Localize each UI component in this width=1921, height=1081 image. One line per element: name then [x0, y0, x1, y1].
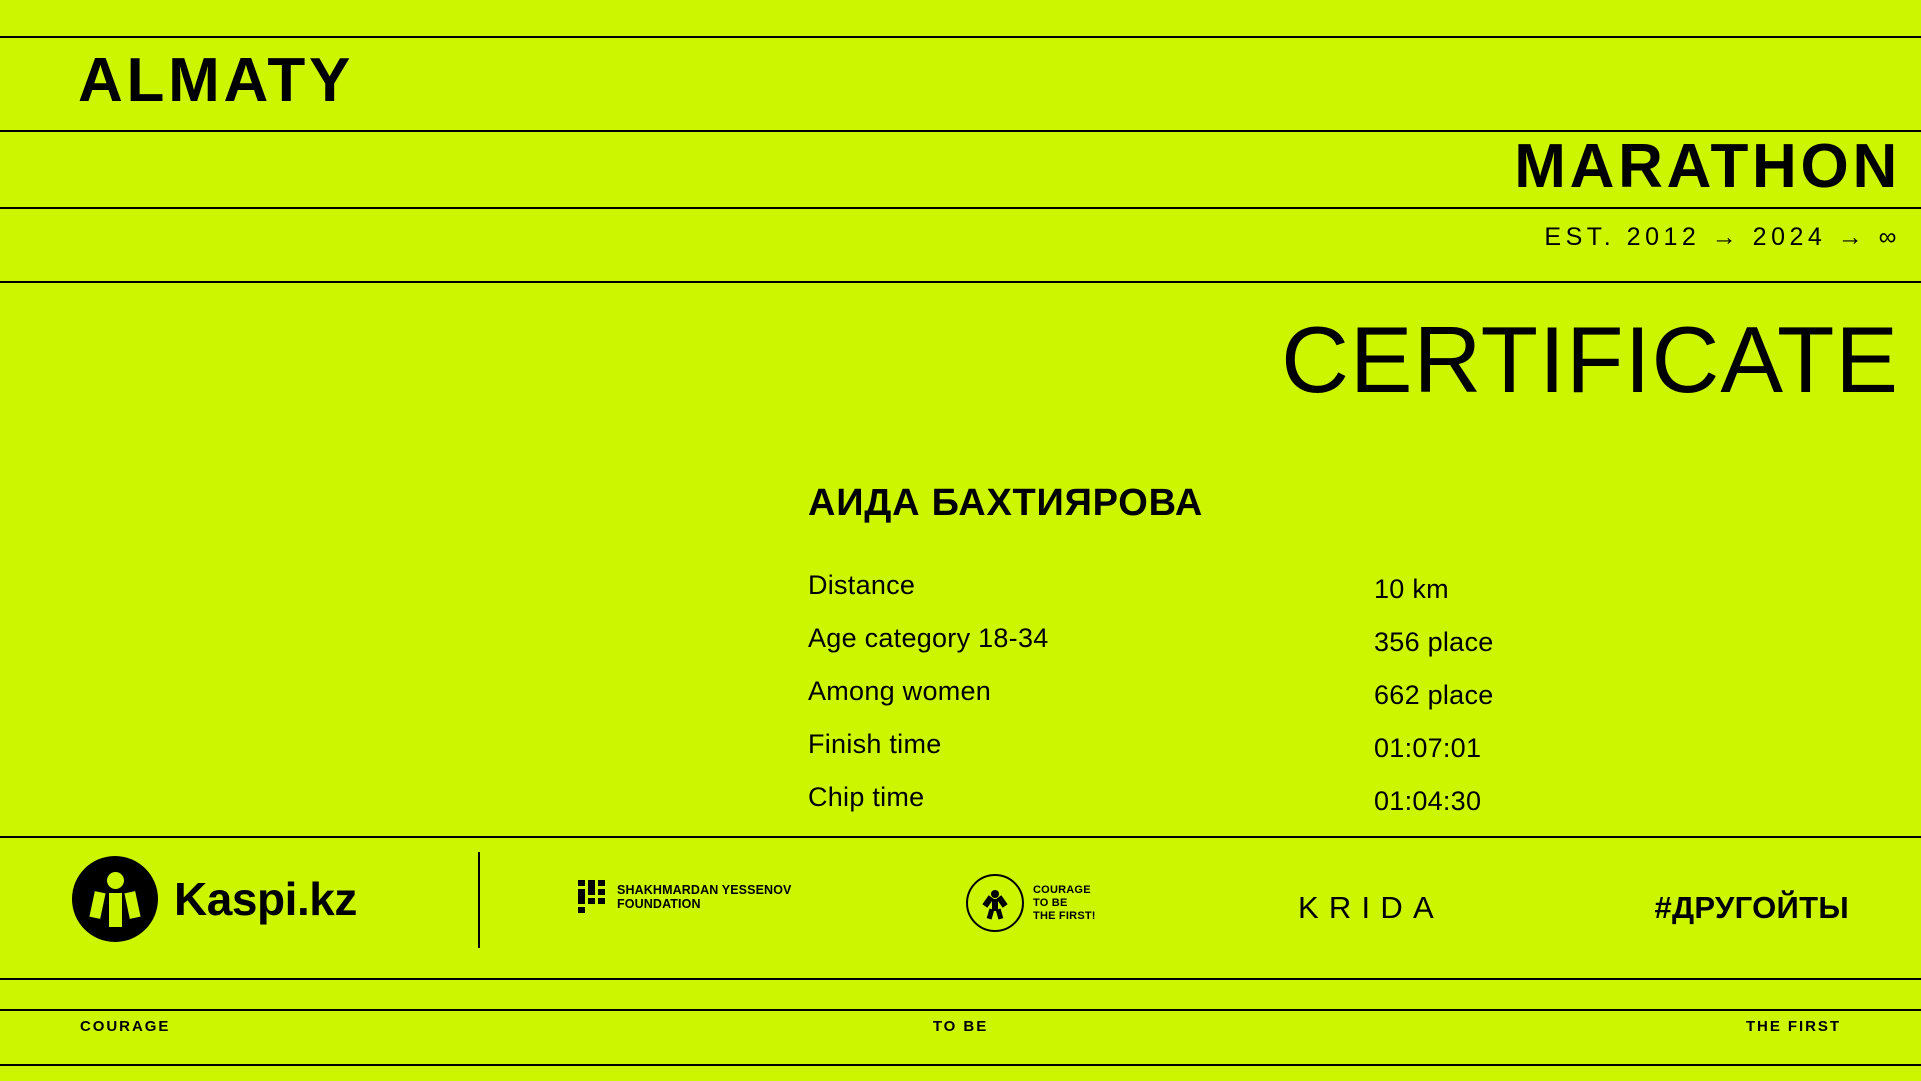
- result-row: [808, 623, 1668, 676]
- result-label: Distance: [808, 570, 916, 600]
- sponsor-divider: [478, 852, 480, 948]
- yessenov-line-1: SHAKHMARDAN YESSENOV: [617, 882, 792, 897]
- yessenov-mark-icon: [578, 880, 605, 913]
- courage-fund-wordmark: [1033, 884, 1096, 923]
- slogan-left: COURAGE: [80, 1018, 171, 1035]
- sponsor-kaspi: [72, 856, 357, 942]
- sponsor-courage-fund: [966, 874, 1096, 932]
- result-row: [808, 729, 1668, 782]
- yessenov-line-2: FOUNDATION: [617, 896, 701, 911]
- courage-fund-icon: [966, 874, 1024, 932]
- results-table: [808, 570, 1668, 835]
- athlete-name: АИДА БАХТИЯРОВА: [808, 482, 1204, 524]
- result-label: Age category 18-34: [808, 623, 1049, 653]
- established-line: EST. 2012 → 2024 → ∞: [1544, 223, 1901, 251]
- sponsor-krida: KRIDA: [1298, 890, 1444, 925]
- divider-line: [0, 978, 1921, 980]
- courage-fund-line-1: COURAGE: [1033, 883, 1091, 896]
- result-value: 01:04:30: [1374, 786, 1482, 816]
- courage-fund-line-2: TO BE: [1033, 896, 1068, 909]
- slogan-right: THE FIRST: [1745, 1018, 1841, 1035]
- divider-line: [0, 36, 1921, 38]
- result-row: [808, 570, 1668, 623]
- yessenov-wordmark: [617, 883, 792, 911]
- footer-slogan: [0, 1018, 1921, 1052]
- divider-line: [0, 281, 1921, 283]
- slogan-center: TO BE: [932, 1018, 989, 1035]
- divider-line: [0, 207, 1921, 209]
- result-value: 01:07:01: [1374, 733, 1482, 763]
- result-label: Among women: [808, 676, 992, 706]
- divider-line: [0, 1064, 1921, 1066]
- kaspi-logo-icon: [72, 856, 158, 942]
- brand-wordmark-marathon: MARATHON: [1514, 132, 1901, 201]
- sponsor-yessenov-foundation: [578, 880, 792, 913]
- sponsor-drugoity-hashtag: #ДРУГОЙТЫ: [1654, 890, 1849, 925]
- page-title: CERTIFICATE: [1281, 307, 1899, 412]
- result-row: [808, 782, 1668, 835]
- result-value: 662 place: [1374, 680, 1494, 710]
- result-value: 356 place: [1374, 627, 1494, 657]
- result-value: 10 km: [1374, 574, 1449, 604]
- result-row: [808, 676, 1668, 729]
- brand-wordmark-almaty: ALMATY: [78, 46, 355, 115]
- result-label: Finish time: [808, 729, 942, 759]
- kaspi-wordmark: Kaspi.kz: [174, 873, 357, 925]
- sponsor-bar: [0, 838, 1921, 978]
- result-label: Chip time: [808, 782, 925, 812]
- divider-line: [0, 1009, 1921, 1011]
- courage-fund-line-3: THE FIRST!: [1033, 909, 1096, 922]
